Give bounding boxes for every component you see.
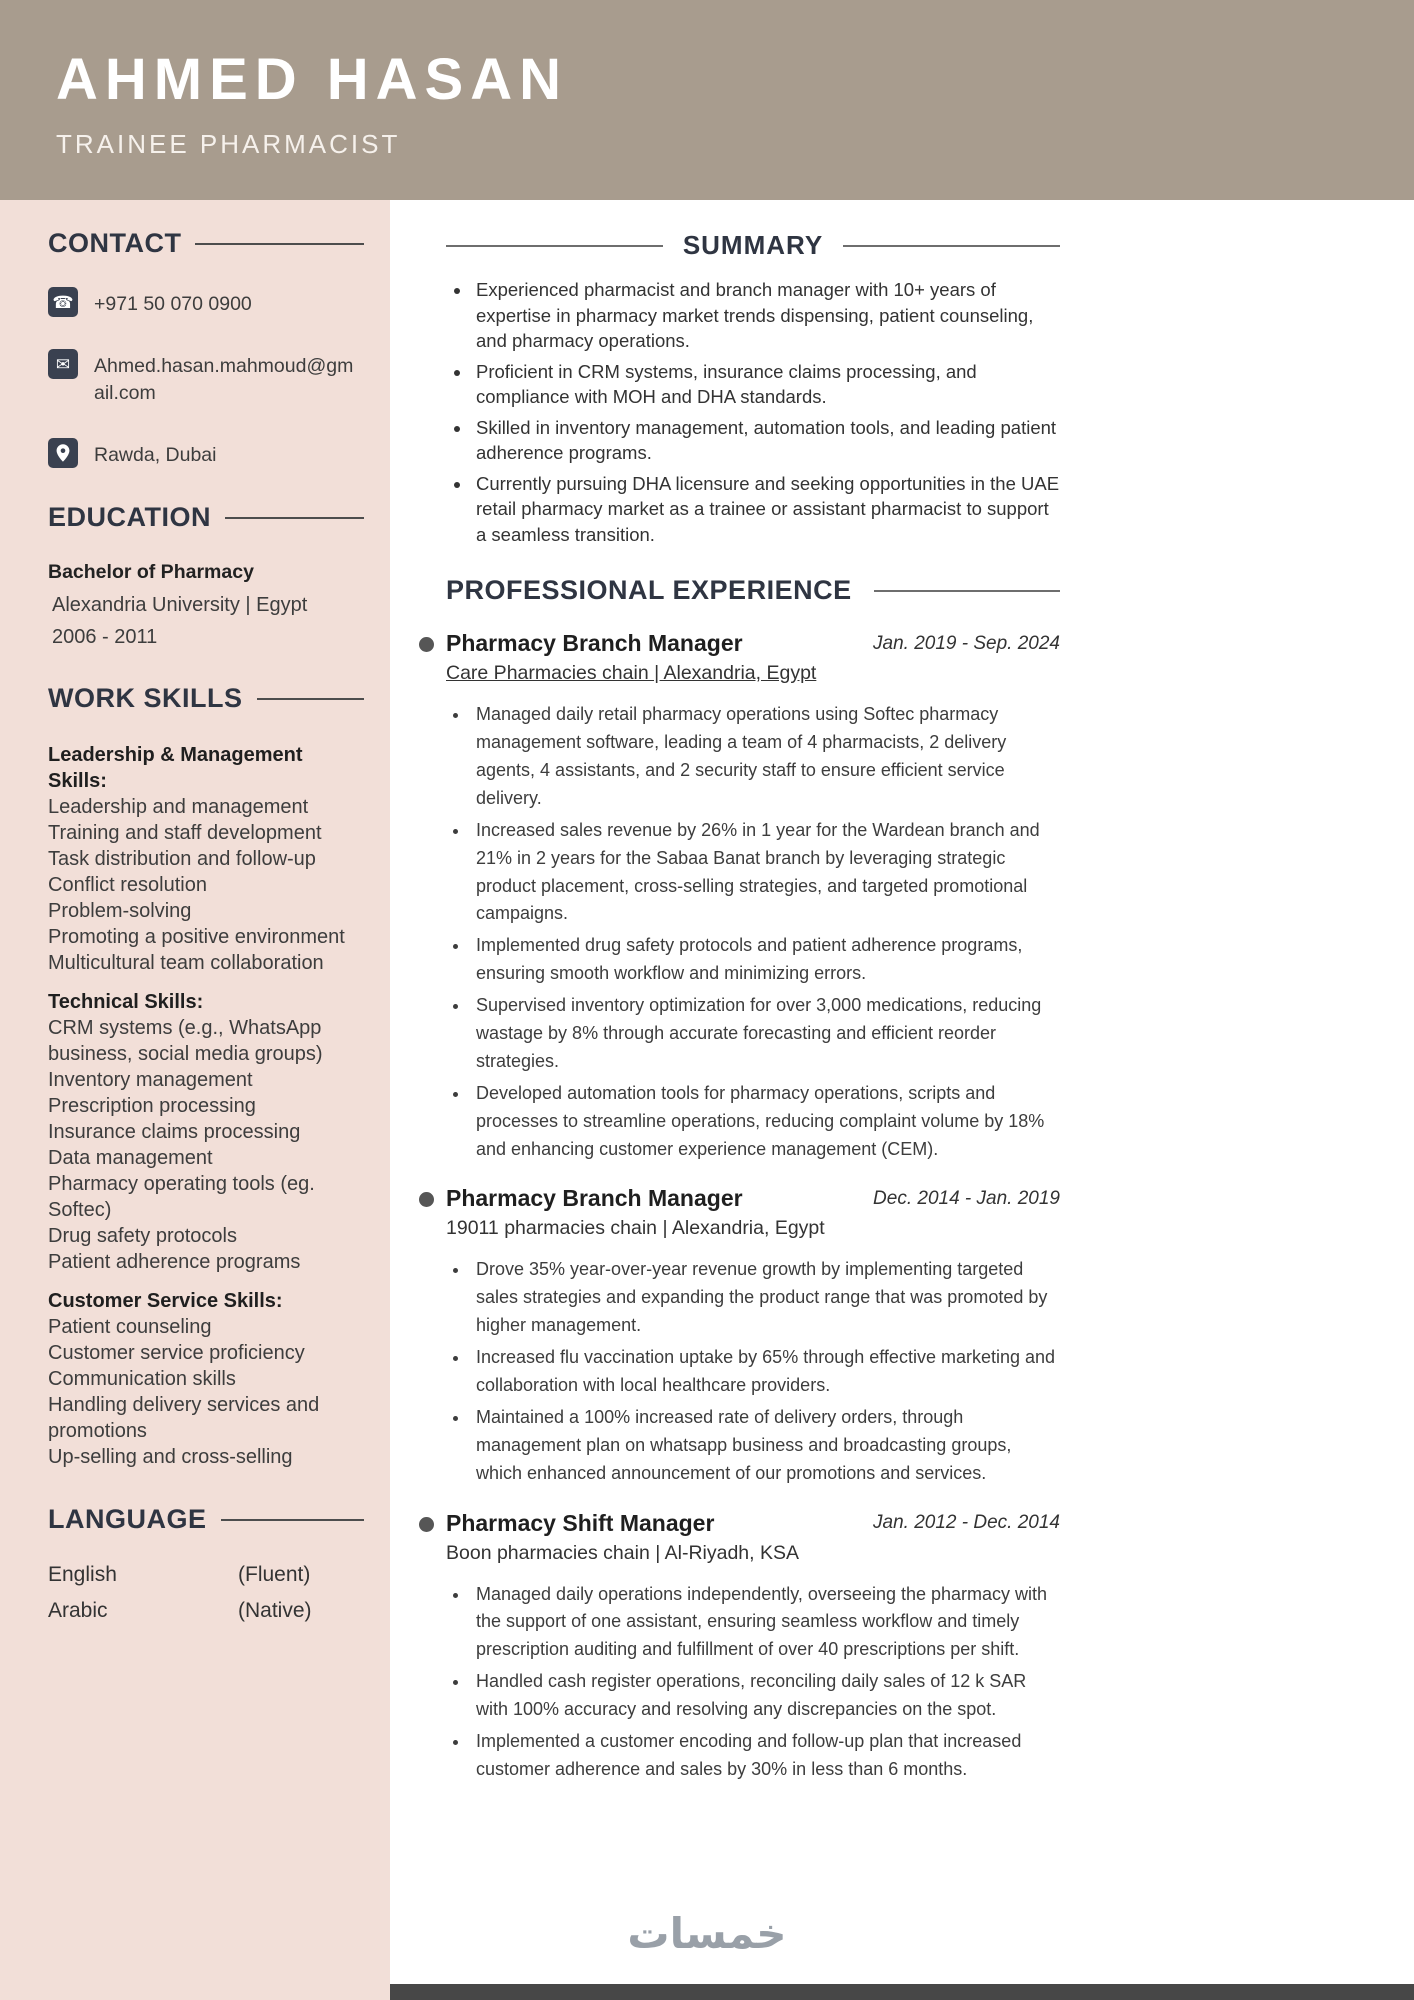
- job-entry-1: [446, 630, 1060, 1163]
- language-heading-label: LANGUAGE: [48, 1504, 207, 1535]
- job-title: Pharmacy Shift Manager: [446, 1509, 715, 1536]
- contact-item-location: [48, 438, 364, 468]
- email-icon: ✉: [48, 349, 78, 379]
- job-bullet: • Developed automation tools for pharmacy operations, scripts and processes to streamline operations, reducing complaint volume by 18% and enhancing customer experience management (CEM).: [470, 1080, 1060, 1164]
- language-row-arabic: [48, 1599, 364, 1623]
- job-bullet: • Increased flu vaccination uptake by 65% through effective marketing and collaboration with local healthcare providers.: [470, 1344, 1060, 1400]
- skill-item: Inventory management: [48, 1069, 253, 1092]
- bullet-dot-icon: [419, 1192, 434, 1207]
- skill-item: Task distribution and follow-up: [48, 848, 316, 871]
- contact-heading-label: CONTACT: [48, 228, 182, 258]
- skill-item: Drug safety protocols: [48, 1225, 237, 1248]
- skill-item: Multicultural team collaboration: [48, 952, 324, 975]
- job-entry-3: [446, 1510, 1060, 1784]
- work-skills-heading: [48, 683, 364, 714]
- summary-bullet: • Experienced pharmacist and branch manager with 10+ years of expertise in pharmacy market trends dispensing, patient counseling, and pharmacy operations.: [472, 277, 1060, 354]
- footer-bar: [390, 1984, 1414, 2000]
- contact-item-email: [48, 349, 364, 406]
- work-skills-section: [48, 683, 364, 1470]
- skill-group-technical: [48, 989, 364, 1275]
- job-head: [446, 630, 1060, 657]
- job-bullet-list: [446, 1256, 1060, 1487]
- skill-group-title: Customer Service Skills:: [48, 1290, 283, 1313]
- email-address: Ahmed.hasan.mahmoud@gmail.com: [94, 355, 354, 404]
- summary-heading: SUMMARY: [682, 230, 824, 260]
- job-dates: Jan. 2019 - Sep. 2024: [873, 632, 1060, 654]
- summary-bullet: • Skilled in inventory management, automation tools, and leading patient adherence programs.: [472, 415, 1060, 466]
- job-bullet-list: [446, 1581, 1060, 1784]
- education-school: Alexandria University | Egypt: [52, 594, 308, 617]
- contact-item-phone: [48, 287, 364, 317]
- job-bullet: • Maintained a 100% increased rate of delivery orders, through management plan on whatsapp business and broadcasting groups, which enhanced announcement of our promotions and services.: [470, 1404, 1060, 1488]
- skill-item: Handling delivery services and promotions: [48, 1394, 320, 1443]
- skill-item: Up-selling and cross-selling: [48, 1446, 293, 1469]
- person-title: TRAINEE PHARMACIST: [56, 129, 401, 159]
- language-row-english: [48, 1563, 364, 1587]
- phone-icon: ☎: [48, 287, 78, 317]
- skill-item: Pharmacy operating tools (eg. Softec): [48, 1173, 315, 1222]
- heading-rule: [874, 590, 1060, 592]
- contact-heading: [48, 228, 364, 259]
- skill-item: Patient counseling: [48, 1316, 212, 1339]
- language-name: English: [48, 1563, 117, 1587]
- job-dates: Dec. 2014 - Jan. 2019: [873, 1187, 1060, 1209]
- education-degree: Bachelor of Pharmacy: [48, 561, 254, 584]
- job-bullet: • Implemented drug safety protocols and patient adherence programs, ensuring smooth workflow and minimizing errors.: [470, 932, 1060, 988]
- bullet-dot-icon: [419, 1517, 434, 1532]
- job-bullet: • Drove 35% year-over-year revenue growth by implementing targeted sales strategies and expanding the product range that was promoted by higher management.: [470, 1256, 1060, 1340]
- phone-number: +971 50 070 0900: [94, 293, 252, 315]
- job-bullet: • Implemented a customer encoding and follow-up plan that increased customer adherence and sales by 30% in less than 6 months.: [470, 1728, 1060, 1784]
- heading-rule: [257, 698, 365, 700]
- work-skills-heading-label: WORK SKILLS: [48, 683, 243, 714]
- job-company: Boon pharmacies chain | Al-Riyadh, KSA: [446, 1541, 799, 1564]
- skill-list: [48, 794, 364, 976]
- skill-item: CRM systems (e.g., WhatsApp business, social media groups): [48, 1017, 323, 1066]
- job-bullet: • Managed daily operations independently, overseeing the pharmacy with the support of one assistant, ensuring seamless workflow and timely prescription auditing and fulfillment of over 40 prescriptions per shift.: [470, 1581, 1060, 1665]
- skill-group-title: Leadership & Management Skills:: [48, 744, 303, 793]
- skill-list: [48, 1015, 364, 1275]
- job-title: Pharmacy Branch Manager: [446, 630, 743, 657]
- summary-bullet: • Proficient in CRM systems, insurance claims processing, and compliance with MOH and DHA standards.: [472, 359, 1060, 410]
- summary-section: [446, 230, 1060, 547]
- job-entry-2: [446, 1185, 1060, 1487]
- skill-item: Training and staff development: [48, 822, 322, 845]
- language-level: (Native): [238, 1599, 312, 1623]
- khamsat-watermark: خمسات: [627, 1909, 787, 1958]
- skill-item: Data management: [48, 1147, 213, 1170]
- sidebar: [0, 200, 390, 2000]
- heading-rule: [221, 1519, 365, 1521]
- summary-bullet: • Currently pursuing DHA licensure and seeking opportunities in the UAE retail pharmacy market as a trainee or assistant pharmacist to support a seamless transition.: [472, 471, 1060, 548]
- heading-rule: [446, 245, 663, 247]
- skill-item: Insurance claims processing: [48, 1121, 301, 1144]
- language-heading: [48, 1504, 364, 1535]
- contact-section: [48, 228, 364, 468]
- language-section: [48, 1504, 364, 1623]
- skill-item: Patient adherence programs: [48, 1251, 301, 1274]
- job-bullet: • Handled cash register operations, reconciling daily sales of 12 k SAR with 100% accuracy and resolving any discrepancies on the spot.: [470, 1668, 1060, 1724]
- language-level: (Fluent): [238, 1563, 311, 1587]
- person-name: AHMED HASAN: [56, 47, 568, 112]
- heading-rule: [195, 243, 364, 245]
- skill-group-leadership: [48, 742, 364, 976]
- experience-header: [446, 575, 1060, 606]
- job-bullet-list: [446, 701, 1060, 1163]
- summary-list: [446, 277, 1060, 547]
- skill-item: Customer service proficiency: [48, 1342, 305, 1365]
- education-section: [48, 502, 364, 649]
- job-bullet: • Managed daily retail pharmacy operations using Softec pharmacy management software, leading a team of 4 pharmacists, 2 delivery agents, 4 assistants, and 2 security staff to ensure efficient service delivery.: [470, 701, 1060, 813]
- skill-list: [48, 1314, 364, 1470]
- language-name: Arabic: [48, 1599, 108, 1623]
- summary-header: [446, 230, 1060, 261]
- education-heading-label: EDUCATION: [48, 502, 211, 533]
- bullet-dot-icon: [419, 637, 434, 652]
- heading-rule: [225, 517, 364, 519]
- education-years: 2006 - 2011: [52, 626, 158, 649]
- job-head: [446, 1510, 1060, 1537]
- job-company: Care Pharmacies chain | Alexandria, Egypt: [446, 662, 817, 685]
- job-bullet: • Increased sales revenue by 26% in 1 year for the Wardean branch and 21% in 2 years for the Sabaa Banat branch by leveraging strategic product placement, cross-selling strategies, and targeted promotional campaigns.: [470, 817, 1060, 929]
- skill-item: Conflict resolution: [48, 874, 207, 897]
- job-dates: Jan. 2012 - Dec. 2014: [873, 1512, 1060, 1534]
- skill-item: Problem-solving: [48, 900, 192, 923]
- skill-item: Leadership and management: [48, 796, 309, 819]
- main-content: [390, 200, 1414, 1806]
- job-title: Pharmacy Branch Manager: [446, 1185, 743, 1212]
- skill-group-customer-service: [48, 1288, 364, 1470]
- skill-item: Prescription processing: [48, 1095, 256, 1118]
- job-company: 19011 pharmacies chain | Alexandria, Egypt: [446, 1217, 825, 1240]
- location-text: Rawda, Dubai: [94, 443, 217, 466]
- education-heading: [48, 502, 364, 533]
- experience-heading: PROFESSIONAL EXPERIENCE: [446, 575, 852, 606]
- job-bullet: • Supervised inventory optimization for over 3,000 medications, reducing wastage by 8% through accurate forecasting and efficient reorder strategies.: [470, 992, 1060, 1076]
- job-head: [446, 1185, 1060, 1212]
- heading-rule: [843, 245, 1060, 247]
- skill-item: Promoting a positive environment: [48, 926, 345, 949]
- skill-group-title: Technical Skills:: [48, 991, 204, 1014]
- experience-section: [446, 575, 1060, 1784]
- location-icon: [48, 438, 78, 468]
- skill-item: Communication skills: [48, 1368, 236, 1391]
- header-band: [0, 0, 1414, 200]
